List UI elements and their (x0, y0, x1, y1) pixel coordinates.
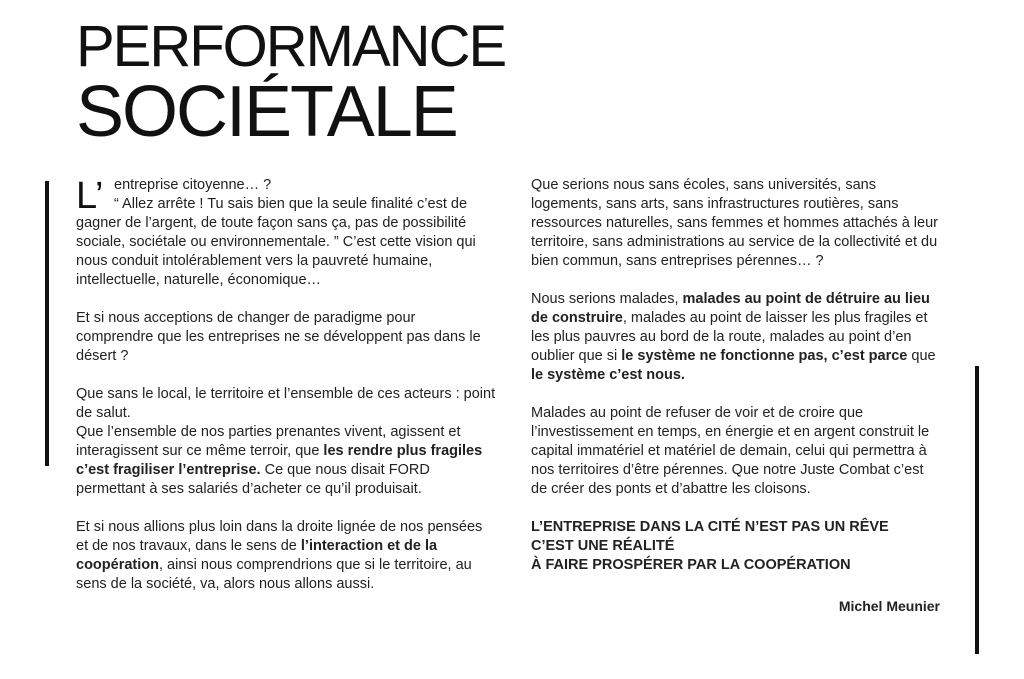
intro-paragraph (76, 176, 496, 290)
author-signature: Michel Meunier (838, 598, 940, 614)
closing-line-3: À FAIRE PROSPÉRER PAR LA COOPÉRATION (531, 557, 851, 573)
schools-paragraph: Que serions nous sans écoles, sans universités, sans logements, sans arts, sans infrastructures routières, sans ressources naturelles, sans femmes et hommes attachés à leur territoire, sans administrations au service de la collectivité et du bien commun, sans entreprises pérennes… ? (531, 177, 938, 269)
cooperation-text-a: Et si nous allions plus loin dans la droite lignée de nos pensées et de nos travaux, dans le sens de (76, 519, 483, 554)
malades-text-a: Nous serions malades, (531, 291, 683, 307)
territory-paragraph (76, 385, 496, 499)
closing-statement (531, 518, 941, 575)
cooperation-bold: l’interaction et de la coopération (76, 538, 438, 573)
intro-line-1: entreprise citoyenne… ? (114, 177, 272, 193)
territory-text-c: Ce que nous disait FORD permettant à ses salariés d’acheter ce qu’il produisait. (76, 462, 430, 497)
paradigm-paragraph: Et si nous acceptions de changer de paradigme pour comprendre que les entreprises ne se développent pas dans le désert ? (76, 310, 481, 364)
malades-bold-3: le système c’est nous. (531, 367, 685, 383)
malades-paragraph (531, 290, 941, 385)
malades-bold-2: le système ne fonctionne pas, c’est parce (621, 348, 908, 364)
cooperation-paragraph (76, 518, 496, 594)
investment-paragraph: Malades au point de refuser de voir et de croire que l’investissement en temps, en énergie et en argent construit le capital immatériel et matériel de demain, celui qui permettra à nos territoires d’être pérennes. Que notre Juste Combat c’est de créer des ponts et d’abattre les cloisons. (531, 405, 930, 497)
right-accent-bar (975, 366, 979, 654)
right-column (531, 176, 941, 594)
left-accent-bar (45, 181, 49, 466)
malades-text-b: , malades au point de laisser les plus fragiles et les plus pauvres au bord de la route, malades au point d’en oublier que si (531, 310, 928, 364)
intro-line-2: “ Allez arrête ! Tu sais bien que la seule finalité c’est de (114, 196, 468, 212)
closing-line-2: C’EST UNE RÉALITÉ (531, 538, 675, 554)
drop-cap: L’ (76, 175, 104, 217)
malades-text-c: que (907, 348, 936, 364)
title-line-2: SOCIÉTALE (76, 72, 457, 152)
cooperation-text-c: , ainsi nous comprendrions que si le territoire, au sens de la société, va, alors nous allons aussi. (76, 557, 472, 592)
territory-text-a: Que sans le local, le territoire et l’ensemble de ces acteurs : point de salut. (76, 386, 496, 421)
intro-rest: gagner de l’argent, de toute façon sans ça, pas de possibilité sociale, sociétale ou environnementale. ” C’est cette vision qui nous conduit intolérablement vers la pauvreté humaine, intellectuelle, naturelle, économique… (76, 215, 476, 288)
malades-bold-1: malades au point de détruire au lieu de construire (531, 291, 930, 326)
closing-line-1: L’ENTREPRISE DANS LA CITÉ N’EST PAS UN RÊVE (531, 519, 889, 535)
title-line-1: PERFORMANCE (76, 14, 506, 79)
page-title (76, 14, 506, 152)
territory-text-b: Que l’ensemble de nos parties prenantes vivent, agissent et interagissent sur ce même terroir, que (76, 424, 461, 459)
territory-bold: les rendre plus fragiles c’est fragiliser l’entreprise. (76, 443, 483, 478)
left-column (76, 176, 496, 613)
